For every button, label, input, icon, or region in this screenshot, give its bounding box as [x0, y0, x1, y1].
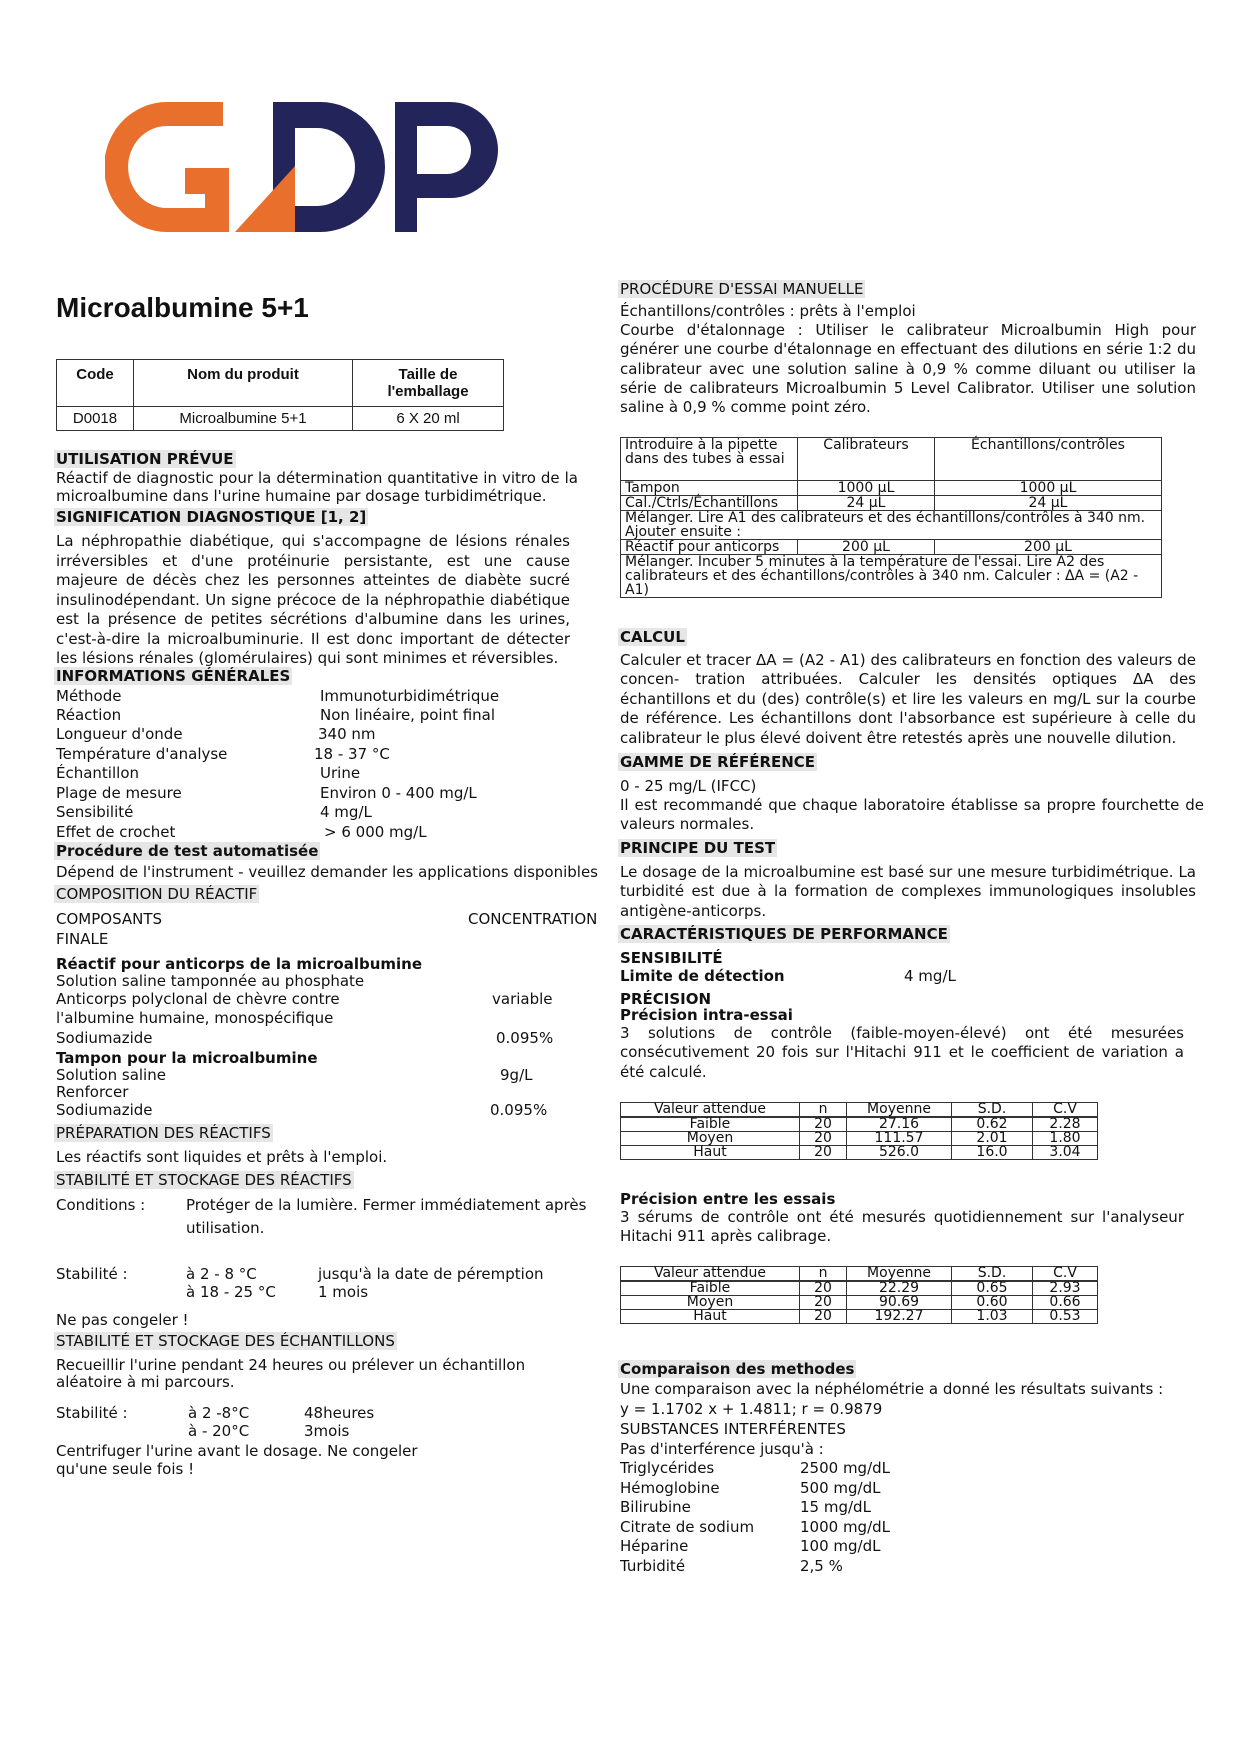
echantillons-temp: à - 20°C [188, 1422, 250, 1440]
manual-table-cell: Tampon [621, 481, 798, 496]
stats-cell: 0.53 [1033, 1310, 1098, 1324]
interference-label: Héparine [620, 1537, 689, 1555]
interference-value: 15 mg/dL [800, 1498, 871, 1516]
product-size: 6 X 20 ml [353, 407, 504, 431]
principe-text: Le dosage de la microalbumine est basé sur une mesure turbidimétrique. La turbidité est due à la formation de complexes immunologiques insolubles antigène-anticorps. [620, 863, 1196, 920]
precision-intra-table [620, 1102, 1098, 1160]
procedure-auto-text: Dépend de l'instrument - veuillez demander les applications disponibles [56, 863, 598, 881]
info-label: Effet de crochet [56, 823, 176, 841]
manual-table-cell: 200 µL [798, 540, 935, 555]
performance-sensibilite: SENSIBILITÉ [620, 949, 723, 967]
stats-header: S.D. [952, 1267, 1033, 1282]
stats-cell: 2.93 [1033, 1281, 1098, 1296]
stats-cell: 111.57 [847, 1132, 952, 1146]
stats-cell: 20 [800, 1117, 847, 1132]
stats-cell: Haut [621, 1146, 800, 1160]
manual-table-cell: 1000 µL [798, 481, 935, 496]
comparaison-text: Une comparaison avec la néphélométrie a donné les résultats suivants : [620, 1380, 1164, 1398]
manual-table-header: Calibrateurs [798, 438, 935, 481]
composition-col-finale: FINALE [56, 930, 109, 948]
stats-cell: 27.16 [847, 1117, 952, 1132]
stats-cell: 526.0 [847, 1146, 952, 1160]
performance-inter: Précision entre les essais [620, 1190, 836, 1208]
info-value: > 6 000 mg/L [324, 823, 427, 841]
utilisation-text: Réactif de diagnostic pour la détermination quantitative in vitro de la microalbumine dans l'urine humaine par dosage turbidimétrique. [56, 469, 578, 505]
performance-intra: Précision intra-essai [620, 1006, 793, 1024]
composition-item: Renforcer [56, 1083, 129, 1101]
echantillons-temp: à 2 -8°C [188, 1404, 250, 1422]
product-name: Microalbumine 5+1 [134, 407, 353, 431]
stats-cell: 20 [800, 1296, 847, 1310]
info-value: 340 nm [318, 725, 376, 743]
interference-label: Turbidité [620, 1557, 686, 1575]
stats-header: S.D. [952, 1103, 1033, 1118]
section-heading-manuelle: PROCÉDURE D'ESSAI MANUELLE [620, 280, 864, 298]
stats-header: Valeur attendue [621, 1267, 800, 1282]
stats-header: n [800, 1267, 847, 1282]
performance-limit-value: 4 mg/L [904, 967, 956, 985]
stats-cell: 192.27 [847, 1310, 952, 1324]
stats-cell: 20 [800, 1310, 847, 1324]
gamme-text: Il est recommandé que chaque laboratoire établisse sa propre fourchette de valeurs normales. [620, 796, 1204, 834]
interferences-intro: Pas d'interférence jusqu'à : [620, 1440, 824, 1458]
manual-procedure-table [620, 437, 1162, 598]
manual-table-cell: Réactif pour anticorps [621, 540, 798, 555]
composition-reactif-title: Réactif pour anticorps de la microalbumine [56, 955, 423, 973]
stats-cell: 1.03 [952, 1310, 1033, 1324]
stats-cell: 20 [800, 1146, 847, 1160]
stabilite-temp: à 2 - 8 °C [186, 1265, 257, 1283]
echantillons-note: Centrifuger l'urine avant le dosage. Ne congeler [56, 1442, 418, 1460]
stats-cell: 2.01 [952, 1132, 1033, 1146]
performance-limit-label: Limite de détection [620, 967, 785, 985]
section-heading-informations: INFORMATIONS GÉNÉRALES [56, 667, 291, 685]
echantillons-stab-label: Stabilité : [56, 1404, 128, 1422]
manual-table-instruction: Mélanger. Incuber 5 minutes à la température de l'essai. Lire A2 des calibrateurs et des échantillons/contrôles à 340 nm. Calculer : ΔA = (A2 - A1) [621, 555, 1162, 598]
composition-value: 0.095% [490, 1101, 548, 1119]
comparaison-equation: y = 1.1702 x + 1.4811; r = 0.9879 [620, 1400, 883, 1418]
section-heading-gamme: GAMME DE RÉFÉRENCE [620, 753, 816, 771]
stats-cell: Haut [621, 1310, 800, 1324]
conditions-text: Protéger de la lumière. Fermer immédiatement après [186, 1196, 587, 1214]
manual-table-cell: Cal./Ctrls/Échantillons [621, 496, 798, 511]
echantillons-text: Recueillir l'urine pendant 24 heures ou prélever un échantillon [56, 1356, 526, 1374]
info-label: Sensibilité [56, 803, 134, 821]
performance-inter-text: 3 sérums de contrôle ont été mesurés quotidiennement sur l'analyseur Hitachi 911 après calibrage. [620, 1208, 1184, 1246]
conditions-label: Conditions : [56, 1196, 146, 1214]
stats-header: Moyenne [847, 1267, 952, 1282]
stats-header: Moyenne [847, 1103, 952, 1118]
section-heading-stabilite-reactifs: STABILITÉ ET STOCKAGE DES RÉACTIFS [56, 1171, 352, 1189]
stabilite-duration: jusqu'à la date de péremption [318, 1265, 544, 1283]
info-label: Échantillon [56, 764, 139, 782]
info-value: Immunoturbidimétrique [320, 687, 500, 705]
manual-table-cell: 24 µL [798, 496, 935, 511]
conditions-text: utilisation. [186, 1219, 265, 1237]
interference-label: Bilirubine [620, 1498, 691, 1516]
page-title: Microalbumine 5+1 [56, 292, 309, 323]
manual-table-cell: 200 µL [935, 540, 1162, 555]
stabilite-duration: 1 mois [318, 1283, 369, 1301]
stats-cell: Faible [621, 1281, 800, 1296]
stats-header: C.V [1033, 1267, 1098, 1282]
calcul-text: Calculer et tracer ΔA = (A2 - A1) des calibrateurs en fonction des valeurs de concen- tration attribuées. Calculer les densités optiques ΔA des échantillons et du (des) contrôle(s) et lire les valeurs en mg/L sur la courbe de référence. Les échantillons dont l'absorbance est supérieure à celle du calibrateur le plus élevé doivent être retestés après une nouvelle dilution. [620, 651, 1196, 747]
echantillons-text: aléatoire à mi parcours. [56, 1373, 235, 1391]
stats-cell: Faible [621, 1117, 800, 1132]
section-heading-procedure-auto: Procédure de test automatisée [56, 842, 319, 860]
section-heading-interferences: SUBSTANCES INTERFÉRENTES [620, 1420, 846, 1438]
composition-value: variable [492, 990, 553, 1008]
composition-tampon-title: Tampon pour la microalbumine [56, 1049, 318, 1067]
info-label: Réaction [56, 706, 122, 724]
section-heading-principe: PRINCIPE DU TEST [620, 839, 776, 857]
section-heading-comparaison: Comparaison des methodes [620, 1360, 855, 1378]
stats-header: Valeur attendue [621, 1103, 800, 1118]
stats-cell: 0.62 [952, 1117, 1033, 1132]
preparation-text: Les réactifs sont liquides et prêts à l'emploi. [56, 1148, 388, 1166]
section-heading-performance: CARACTÉRISTIQUES DE PERFORMANCE [620, 925, 948, 943]
composition-item: Solution saline [56, 1066, 166, 1084]
gdp-logo [105, 98, 505, 236]
stats-cell: 0.60 [952, 1296, 1033, 1310]
info-value: Urine [320, 764, 361, 782]
info-value: 4 mg/L [320, 803, 372, 821]
echantillons-duration: 3mois [304, 1422, 350, 1440]
stats-header: n [800, 1103, 847, 1118]
manuelle-text: Courbe d'étalonnage : Utiliser le calibrateur Microalbumin High pour générer une courbe d'étalonnage en effectuant des dilutions en série 1:2 du calibrateur avec une solution saline à 0,9 % comme diluant ou utiliser la série de calibrateurs Microalbumin 5 Level Calibrator. Utiliser une solution saline à 0,9 % comme point zéro. [620, 321, 1196, 417]
echantillons-duration: 48heures [304, 1404, 375, 1422]
stats-cell: 1.80 [1033, 1132, 1098, 1146]
gamme-line: 0 - 25 mg/L (IFCC) [620, 777, 757, 795]
interference-value: 500 mg/dL [800, 1479, 881, 1497]
interference-value: 2,5 % [800, 1557, 843, 1575]
section-heading-preparation: PRÉPARATION DES RÉACTIFS [56, 1124, 271, 1142]
manual-table-header: Introduire à la pipette dans des tubes à essai [621, 438, 798, 481]
interference-label: Triglycérides [620, 1459, 715, 1477]
manual-table-cell: 24 µL [935, 496, 1162, 511]
info-label: Plage de mesure [56, 784, 182, 802]
info-value: 18 - 37 °C [314, 745, 390, 763]
interference-label: Citrate de sodium [620, 1518, 755, 1536]
stats-cell: 20 [800, 1132, 847, 1146]
stats-cell: Moyen [621, 1132, 800, 1146]
stats-cell: 20 [800, 1281, 847, 1296]
info-value: Non linéaire, point final [320, 706, 496, 724]
stats-cell: 22.29 [847, 1281, 952, 1296]
product-table-header-name: Nom du produit [134, 360, 353, 407]
stats-header: C.V [1033, 1103, 1098, 1118]
product-table-header-size: Taille de l'emballage [353, 360, 504, 407]
signification-text: La néphropathie diabétique, qui s'accompagne de lésions rénales irréversibles et d'une protéinurie persistante, est une cause majeure de décès chez les personnes atteintes de diabète sucré insulinodépendant. Un signe précoce de la néphropathie diabétique est la présence de petites sécrétions d'albumine dans les urines, c'est-à-dire la microalbuminurie. Il est donc important de détecter les lésions rénales (glomérulaires) qui sont minimes et réversibles. [56, 532, 570, 667]
info-label: Température d'analyse [56, 745, 228, 763]
composition-item: Sodiumazide [56, 1101, 153, 1119]
echantillons-note: qu'une seule fois ! [56, 1460, 195, 1478]
product-table-header-code: Code [57, 360, 134, 407]
interference-value: 100 mg/dL [800, 1537, 881, 1555]
section-heading-stabilite-echantillons: STABILITÉ ET STOCKAGE DES ÉCHANTILLONS [56, 1332, 395, 1350]
section-heading-composition: COMPOSITION DU RÉACTIF [56, 885, 258, 903]
stats-cell: 0.66 [1033, 1296, 1098, 1310]
stats-cell: 16.0 [952, 1146, 1033, 1160]
interference-label: Hémoglobine [620, 1479, 720, 1497]
stats-cell: 3.04 [1033, 1146, 1098, 1160]
composition-item: Sodiumazide [56, 1029, 153, 1047]
precision-inter-table [620, 1266, 1098, 1324]
stats-cell: Moyen [621, 1296, 800, 1310]
manual-table-header: Échantillons/contrôles [935, 438, 1162, 481]
composition-item: Solution saline tamponnée au phosphate [56, 972, 365, 990]
interference-value: 1000 mg/dL [800, 1518, 891, 1536]
stats-cell: 90.69 [847, 1296, 952, 1310]
performance-intra-text: 3 solutions de contrôle (faible-moyen-élevé) ont été mesurées consécutivement 20 fois sur l'Hitachi 911 et le coefficient de variation a été calculé. [620, 1024, 1184, 1081]
section-heading-utilisation: UTILISATION PRÉVUE [56, 450, 234, 468]
composition-item: Anticorps polyclonal de chèvre contre [56, 990, 340, 1008]
stabilite-temp: à 18 - 25 °C [186, 1283, 276, 1301]
manual-table-cell: 1000 µL [935, 481, 1162, 496]
interference-value: 2500 mg/dL [800, 1459, 891, 1477]
composition-col-concentration: CONCENTRATION [468, 910, 598, 928]
manual-table-instruction: Mélanger. Lire A1 des calibrateurs et des échantillons/contrôles à 340 nm. Ajouter ensuite : [621, 511, 1162, 540]
stats-cell: 2.28 [1033, 1117, 1098, 1132]
composition-value: 0.095% [496, 1029, 554, 1047]
info-label: Longueur d'onde [56, 725, 183, 743]
stabilite-label: Stabilité : [56, 1265, 128, 1283]
performance-precision: PRÉCISION [620, 990, 712, 1008]
manuelle-line: Échantillons/contrôles : prêts à l'emploi [620, 302, 916, 320]
section-heading-calcul: CALCUL [620, 628, 685, 646]
info-label: Méthode [56, 687, 122, 705]
section-heading-signification: SIGNIFICATION DIAGNOSTIQUE [1, 2] [56, 508, 367, 526]
composition-value: 9g/L [500, 1066, 533, 1084]
composition-col-composants: COMPOSANTS [56, 910, 163, 928]
stats-cell: 0.65 [952, 1281, 1033, 1296]
product-code: D0018 [57, 407, 134, 431]
product-table [56, 359, 504, 431]
stabilite-note: Ne pas congeler ! [56, 1311, 189, 1329]
composition-item: l'albumine humaine, monospécifique [56, 1009, 334, 1027]
info-value: Environ 0 - 400 mg/L [320, 784, 477, 802]
